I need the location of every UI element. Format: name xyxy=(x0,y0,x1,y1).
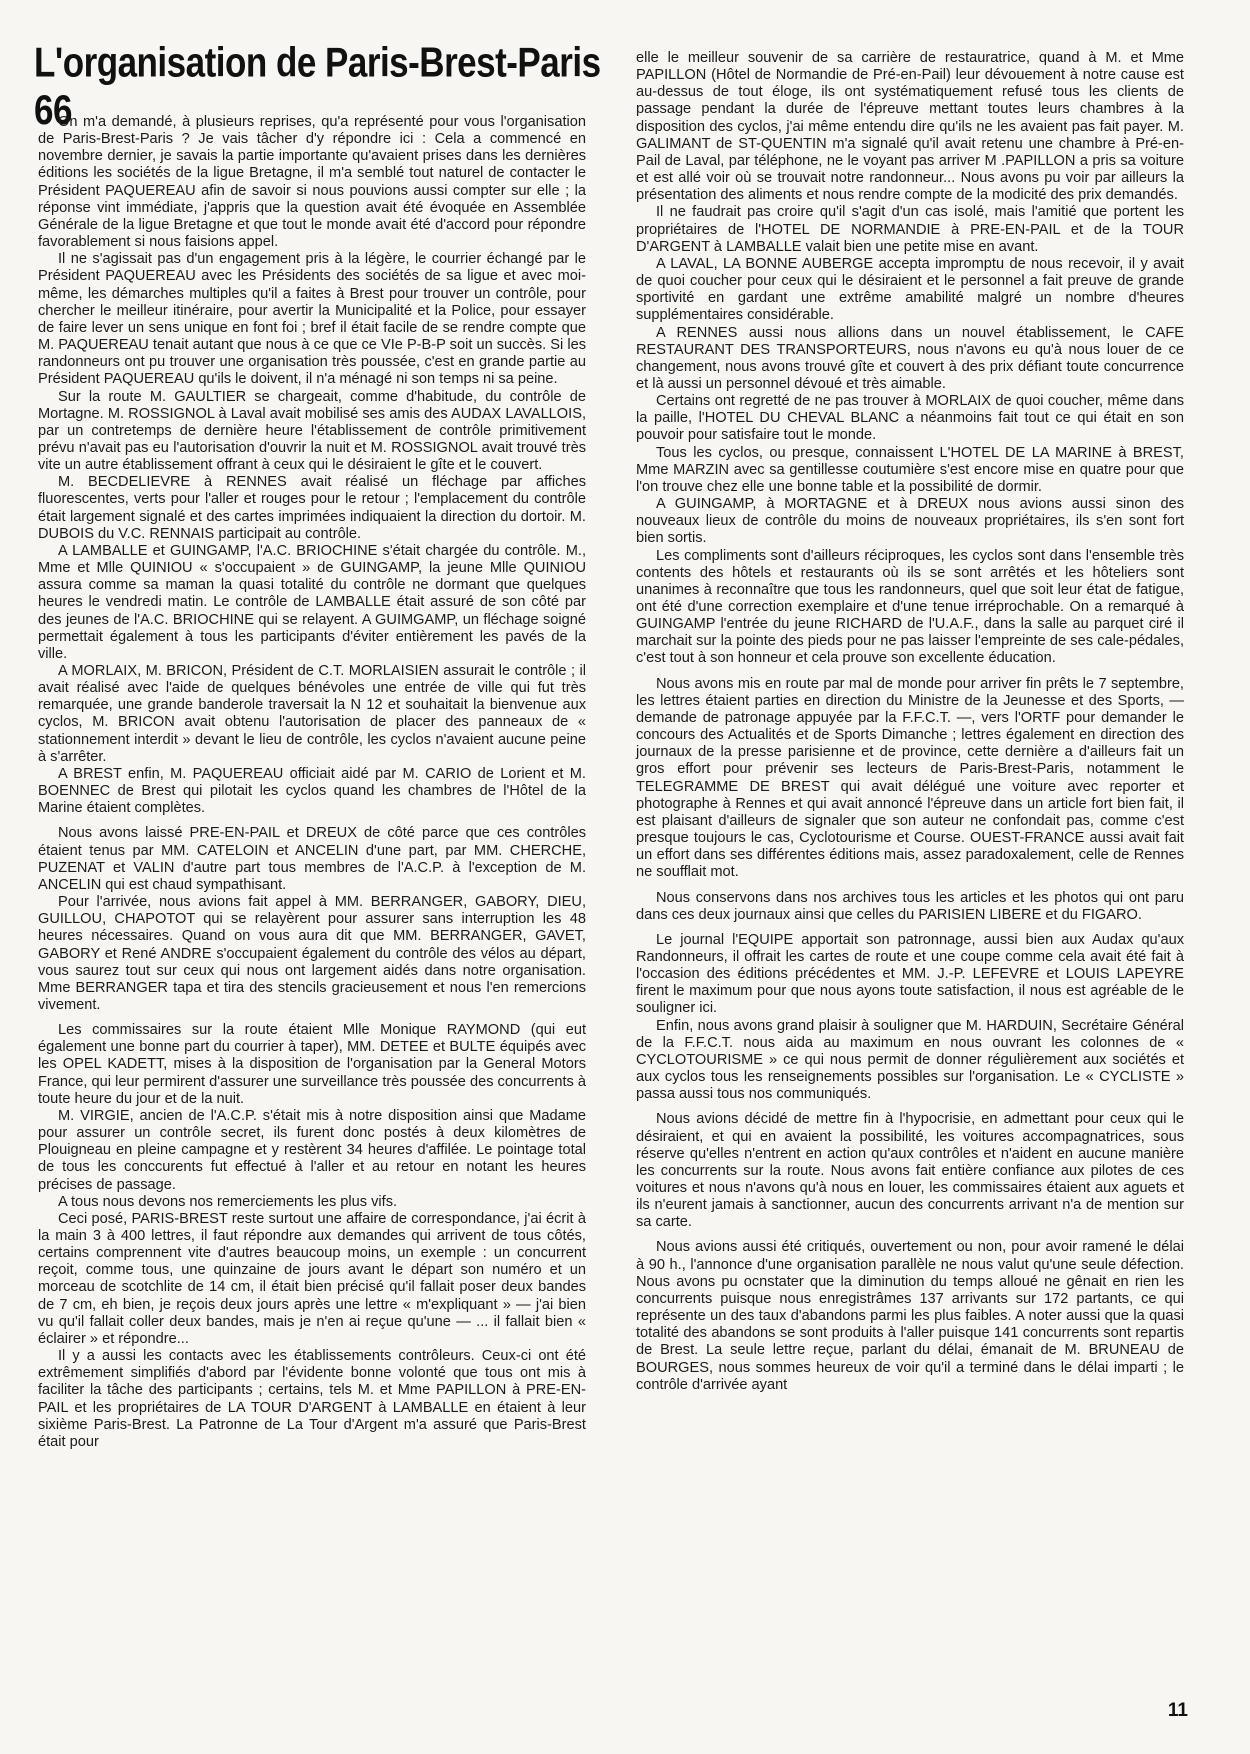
paragraph: A MORLAIX, M. BRICON, Président de C.T. MORLAISIEN assurait le contrôle ; il avait réalisé avec l'aide de quelques bénévoles une entrée de ville qui fut très remarquée, une grande banderole traversait la N 12 et souhaitait la bienvenue aux cyclos, M. BRICON avait obtenu l'autorisation de placer des panneaux de « stationnement interdit » devant le lieu de contrôle, les cyclos n'avaient aucune peine à s'arrêter. xyxy=(38,663,586,765)
paragraph: A GUINGAMP, à MORTAGNE et à DREUX nous avions aussi sinon des nouveaux lieux de contrôle du moins de nouveaux propriétaires, ils s'en sont fort bien sortis. xyxy=(636,496,1184,547)
paragraph: Nous avions décidé de mettre fin à l'hypocrisie, en admettant pour ceux qui le désiraient, et qui en avaient la possibilité, les voitures accompagnatrices, sous réserve qu'elles n'entrent en action qu'aux contrôles et n'aident en aucune manière les concurrents sur la route. Nous avons fait entière confiance aux pilotes de ces voitures et nous n'avons qu'à nous en louer, les commissaires étaient aux aguets et ils n'eurent jamais à sanctionner, aucun des concurrents arrivant n'a de mention sur sa carte. xyxy=(636,1111,1184,1231)
paragraph: Sur la route M. GAULTIER se chargeait, comme d'habitude, du contrôle de Mortagne. M. ROSSIGNOL à Laval avait mobilisé ses amis des AUDAX LAVALLOIS, par un contretemps de dernière heure l'établissement de contrôle primitivement prévu n'avait pas eu l'autorisation d'ouvrir la nuit et M. ROSSIGNOL avait trouvé très vite un autre établissement offrant à ceux qui le désiraient le gîte et le couvert. xyxy=(38,388,586,474)
paragraph: On m'a demandé, à plusieurs reprises, qu'a représenté pour vous l'organisation de Paris-Brest-Paris ? Je vais tâcher d'y répondre ici : Cela a commencé en novembre dernier, je savais la partie importante qu'avaient prises dans les dernières éditions les sociétés de la ligue Bretagne, il m'a semblé tout naturel de contacter le Président PAQUEREAU afin de savoir si nous pouvions aussi compter sur elle ; la réponse vint immédiate, j'appris que la question avait été évoquée en Assemblée Générale de la ligue Bretagne et que tout le monde avait été d'accord pour répondre favorablement si nous faisions appel. xyxy=(38,114,586,251)
paragraph: M. BECDELIEVRE à RENNES avait réalisé un fléchage par affiches fluorescentes, verts pour l'aller et rouges pour le retour ; l'emplacement du contrôle était largement signalé et des cartes imprimées indiquaient la direction du dortoir. M. DUBOIS du V.C. RENNAIS participait au contrôle. xyxy=(38,474,586,542)
paragraph: Nous avons laissé PRE-EN-PAIL et DREUX de côté parce que ces contrôles étaient tenus par MM. CATELOIN et ANCELIN d'une part, par MM. CHERCHE, PUZENAT et VALIN d'autre part tous membres de l'A.C.P. à l'exception de M. ANCELIN qui est chaud sympathisant. xyxy=(38,825,586,893)
paragraph: Nous avions aussi été critiqués, ouvertement ou non, pour avoir ramené le délai à 90 h., l'annonce d'une organisation parallèle ne nous valut qu'une seule défection. Nous avons pu ocnstater que la diminution du temps alloué ne gênait en rien les concurrents puisque nous enregistrâmes 137 arrivants sur 172 partants, ce qui représente un des taux d'abandons parmi les plus faibles. A noter aussi que la quasi totalité des abandons se sont produits à l'aller puisque 141 concurrents sont repartis de Brest. La seule lettre reçue, parlant du délai, émanait de M. BRUNEAU de BOURGES, nous sommes heureux de voir qu'il a terminé dans le délai imparti ; le contrôle d'arrivée ayant xyxy=(636,1239,1184,1393)
paragraph: Il ne faudrait pas croire qu'il s'agit d'un cas isolé, mais l'amitié que portent les propriétaires de l'HOTEL DE NORMANDIE à PRE-EN-PAIL et de la TOUR D'ARGENT à LAMBALLE valait bien une petite mise en avant. xyxy=(636,204,1184,255)
left-column xyxy=(38,114,586,1451)
paragraph: Enfin, nous avons grand plaisir à souligner que M. HARDUIN, Secrétaire Général de la F.F.C.T. nous aida au maximum en nous ouvrant les colonnes de « CYCLOTOURISME » ce qui nous permit de donner régulièrement aux sociétés et aux cyclos tous les renseignements possibles sur l'organisation. Le « CYCLISTE » passa aussi tous nos communiqués. xyxy=(636,1017,1184,1103)
paragraph: Pour l'arrivée, nous avions fait appel à MM. BERRANGER, GABORY, DIEU, GUILLOU, CHAPOTOT qui se relayèrent pour assurer sans interruption les 48 heures nécessaires. Quand on vous aura dit que MM. BERRANGER, GAVET, GABORY et René ANDRE s'occupaient également du contrôle des vélos au départ, vous saurez tout sur ceux qui nous ont largement aidés dans notre organisation. Mme BERRANGER tapa et tira des stencils gracieusement et nous l'en remercions vivement. xyxy=(38,894,586,1013)
paragraph: A tous nous devons nos remerciements les plus vifs. xyxy=(58,1193,398,1210)
paragraph: A RENNES aussi nous allions dans un nouvel établissement, le CAFE RESTAURANT DES TRANSPORTEURS, nous n'avons eu qu'à nous louer de ce changement, nous avons trouvé gîte et couvert à des prix défiant toute concurrence et là aussi un personnel dévoué et très aimable. xyxy=(636,324,1184,392)
paragraph: Nous avons mis en route par mal de monde pour arriver fin prêts le 7 septembre, les lettres étaient parties en direction du Ministre de la Jeunesse et des Sports, — demande de patronage appuyée par la F.F.C.T. —, vers l'ORTF pour demander le concours des Actualités et de Sports Dimanche ; lettres également en direction des journaux de la presse parisienne et de province, cette dernière a d'ailleurs fait un gros effort pour prévenir ses lecteurs de Paris-Brest-Paris, notamment le TELEGRAMME DE BREST qui avait délégué une voiture avec reporter et photographe à Rennes et qui avait annoncé l'épreuve dans un article fort bien fait, il est plaisant d'ailleurs de signaler que son auteur ne confondait pas, comme c'est presque toujours le cas, Cyclotourisme et Course. OUEST-FRANCE aussi avait fait un effort dans ses différentes éditions mais, assez paradoxalement, celle de Rennes ne soufflait mot. xyxy=(636,675,1184,881)
paragraph: M. VIRGIE, ancien de l'A.C.P. s'était mis à notre disposition ainsi que Madame pour assurer un contrôle secret, ils furent donc postés à deux kilomètres de Plouigneau en pleine campagne et y restèrent 34 heures d'affilée. Le pointage total de tous les conccurents fut effectué à l'aller et au retour en notant les heures précises de passage. xyxy=(38,1107,586,1193)
right-column xyxy=(636,50,1184,1394)
page-number: 11 xyxy=(1167,1700,1188,1721)
paragraph: A BREST enfin, M. PAQUEREAU officiait aidé par M. CARIO de Lorient et M. BOENNEC de Brest qui pilotait les cyclos quand les chambres de l'Hôtel de la Marine étaient complètes. xyxy=(38,765,586,817)
paragraph: A LAVAL, LA BONNE AUBERGE accepta impromptu de nous recevoir, il y avait de quoi coucher pour ceux qui le désiraient et le personnel a fait preuve de grande sportivité en gardant une extrême amabilité malgré un nombre d'heures supplémentaires considérable. xyxy=(636,255,1184,324)
paragraph: Nous conservons dans nos archives tous les articles et les photos qui ont paru dans ces deux journaux ainsi que celles du PARISIEN LIBERE et du FIGARO. xyxy=(636,889,1184,923)
paragraph: Il y a aussi les contacts avec les établissements contrôleurs. Ceux-ci ont été extrêmement simplifiés d'abord par l'évidente bonne volonté que tous ont mis à faciliter la tâche des participants ; certains, tels M. et Mme PAPILLON à PRE-EN-PAIL et les propriétaires de LA TOUR D'ARGENT à LAMBALLE en étaient à leur sixième Paris-Brest. La Patronne de La Tour d'Argent m'a assuré que Paris-Brest était pour xyxy=(38,1348,586,1450)
article-title: L'organisation de Paris-Brest-Paris 66 xyxy=(34,40,601,134)
paragraph: Il ne s'agissait pas d'un engagement pris à la légère, le courrier échangé par le Président PAQUEREAU avec les Présidents des sociétés de sa ligue et avec moi-même, les démarches multiples qu'il a faites à Brest pour trouver un contrôle, pour chercher le meilleur itinéraire, pour avertir la Municipalité et la Police, pour essayer de faire lever un sens unique en font foi ; bref il était facile de se rendre compte que M. PAQUEREAU tenait autant que nous à ce que ce VIe P-B-P soit un succès. Si les randonneurs ont pu trouver une organisation très poussée, c'est en grande partie au Président PAQUEREAU qu'ils le doivent, il n'a ménagé ni son temps ni sa peine. xyxy=(38,251,586,388)
paragraph: Ceci posé, PARIS-BREST reste surtout une affaire de correspondance, j'ai écrit à la main 3 à 400 lettres, il faut répondre aux demandes qui arrivent de tous côtés, certains comprennent vite d'autres beaucoup moins, un exemple : un concurrent reçoit, comme tous, une quinzaine de jours avant le départ son numéro et un morceau de scotchlite de 14 cm, il était bien précisé qu'il fallait poser deux bandes de 7 cm, eh bien, je reçois deux jours après une lettre « m'expliquant » — j'ai bien vu qu'il fallait coller deux bandes, mais je n'en ai reçue qu'une — ... il fallait bien « éclairer » et répondre... xyxy=(38,1210,586,1347)
paragraph: elle le meilleur souvenir de sa carrière de restauratrice, quand à M. et Mme PAPILLON (Hôtel de Normandie de Pré-en-Pail) leur dévouement à notre cause est au-dessus de tout éloge, ils ont systématiquement refusé tous les clients de passage pendant la durée de l'épreuve mettant toutes leurs chambres à la disposition des cyclos, j'ai même entendu dire qu'ils ne les avaient pas fait payer. M. GALIMANT de ST-QUENTIN m'a signalé qu'il avait retenu une chambre à Pré-en-Pail de Laval, par téléphone, ne le voyant pas arriver M .PAPILLON a pris sa voiture et est allé voir où se trouvait notre randonneur... Nous avons pu voir par ailleurs la présentation des aliments et nous rendre compte de la modicité des prix demandés. xyxy=(636,50,1184,204)
paragraph: A LAMBALLE et GUINGAMP, l'A.C. BRIOCHINE s'était chargée du contrôle. M., Mme et Mlle QUINIOU « s'occupaient » de GUINGAMP, la jeune Mlle QUINIOU assura comme sa maman la quasi totalité du contrôle ne dormant que quelques heures le vendredi matin. Le contrôle de LAMBALLE était assuré de son côté par des jeunes de l'A.C. BRIOCHINE qui se relayent. A GUIMGAMP, un fléchage soigné permettait également à tous les participants d'éviter entièrement les pavés de la ville. xyxy=(38,542,586,662)
paragraph: Les compliments sont d'ailleurs réciproques, les cyclos sont dans l'ensemble très contents des hôtels et restaurants où ils se sont arrêtés et les hôteliers sont unanimes à reconnaître que tous les randonneurs, quel que soit leur état de fatigue, ont été d'une correction exemplaire et d'une tenue irréprochable. On a remarqué à GUINGAMP l'entrée du jeune RICHARD de l'U.A.F., dans la salle au parquet ciré il marchait sur la pointe des pieds pour ne pas laisser l'empreinte de ses cale-pédales, c'est tout à son honneur et cela prouve son excellente éducation. xyxy=(636,547,1184,667)
paragraph: Certains ont regretté de ne pas trouver à MORLAIX de quoi coucher, même dans la paille, l'HOTEL DU CHEVAL BLANC a néanmoins fait tout ce qui était en son pouvoir pour satisfaire tout le monde. xyxy=(636,393,1184,444)
paragraph: Tous les cyclos, ou presque, connaissent L'HOTEL DE LA MARINE à BREST, Mme MARZIN avec sa gentillesse coutumière s'est encore mise en quatre pour que l'on trouve chez elle une bonne table et la possibilité de dormir. xyxy=(636,444,1184,495)
paragraph: Les commissaires sur la route étaient Mlle Monique RAYMOND (qui eut également une bonne part du courrier à taper), MM. DETEE et BULTE équipés avec les OPEL KADETT, mises à la disposition de l'organisation par la General Motors France, qui leur permirent d'assurer une surveillance très poussée des concurrents à toute heure du jour et de la nuit. xyxy=(38,1022,586,1107)
paragraph: Le journal l'EQUIPE apportait son patronnage, aussi bien aux Audax qu'aux Randonneurs, il offrait les cartes de route et une coupe comme cela avait été fait à l'occasion des éditions précédentes et MM. J.-P. LEFEVRE et LOUIS LAPEYRE firent le maximum pour que nous ayons toute satisfaction, il nous est agréable de le souligner ici. xyxy=(636,931,1184,1017)
